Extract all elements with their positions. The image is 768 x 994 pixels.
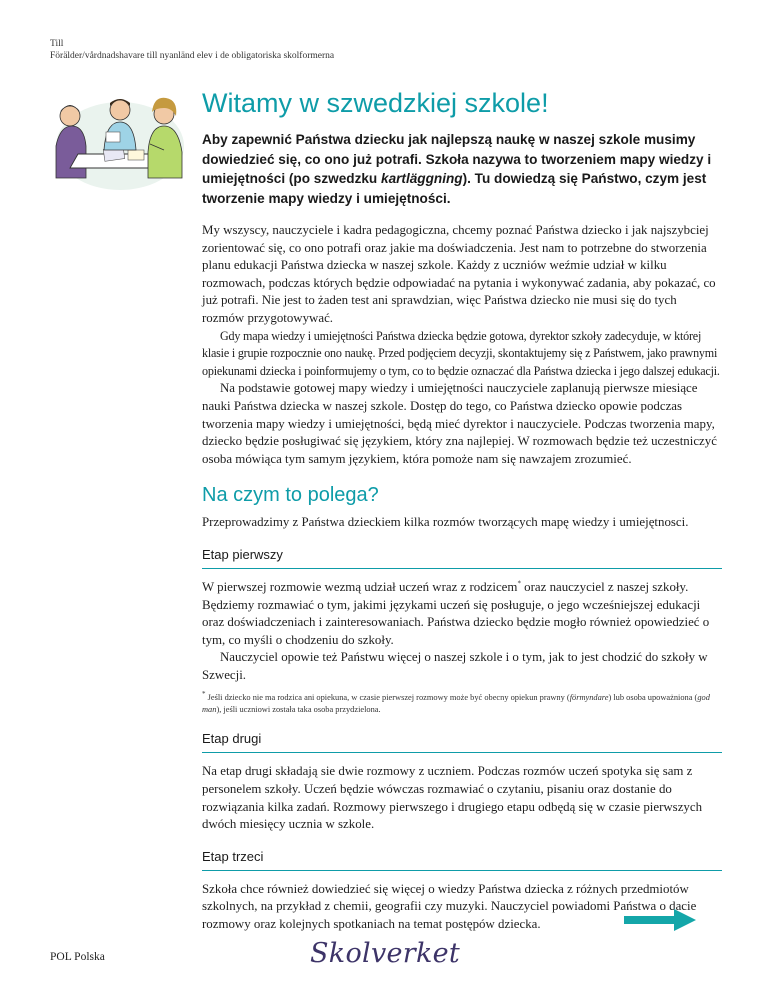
footnote-term-trustee: god man	[202, 693, 710, 715]
next-page-arrow-icon[interactable]	[624, 907, 696, 933]
header-recipient: Till	[50, 39, 64, 49]
stage1-heading: Etap pierwszy	[202, 546, 722, 569]
header-audience: Förälder/vårdnadshavare till nyanländ elev i de obligatoriska skolformerna	[50, 51, 335, 61]
intro-paragraph-3: Na podstawie gotowej mapy wiedzy i umiejętności nauczyciele zaplanują pierwsze miesiące nauki Państwa dziecka w naszej szkole. Dostęp do tego, co Państwa dziecko opowie podczas tworzenia mapy wiedzy i umiejętności, będą mieć dyrektor i nauczyciele. Podczas tworzenia mapy, dziecko będzie posługiwać się językiem, który zna najlepiej. W rozmowach będzie też uczestniczyć osoba mówiąca tym samym językiem, która pomoże nam się nawzajem zrozumieć.	[202, 381, 717, 466]
stage1-text-start: W pierwszej rozmowie wezmą udział uczeń wraz z rodzicem	[202, 579, 518, 594]
skolverket-logo: Skolverket	[310, 938, 461, 969]
people-meeting-illustration	[48, 88, 188, 200]
intro-body	[202, 222, 722, 468]
footnote-marker: *	[517, 579, 521, 588]
main-content	[202, 86, 722, 934]
language-code: POL Polska	[50, 951, 105, 963]
stage3-paragraph: Szkoła chce również dowiedzieć się więcej o wiedzy Państwa dziecka z różnych przedmiotów szkolnych, na przykład z chemii, geografii czy muzyki. Nauczyciel powiadomi Państwa o dacie rozmowy oraz kolejnych spotkaniach na temat postępów dziecka.	[202, 881, 697, 932]
lead-swedish-term: kartläggning	[381, 171, 463, 186]
intro-paragraph-2: Gdy mapa wiedzy i umiejętności Państwa dziecka będzie gotowa, dyrektor szkoły zadecyduje, w której klasie i grupie rozpocznie ono naukę. Przed podjęciem decyzji, skontaktujemy się z Państwem, jako prawnymi opiekunami dziecka i poinformujemy o tym, co to będzie oznaczać dla Państwa dziecka i jego dalszej edukacji.	[202, 328, 720, 378]
footnote	[202, 692, 722, 716]
page-title: Witamy w szwedzkiej szkole!	[202, 88, 549, 118]
stage2-paragraph: Na etap drugi składają sie dwie rozmowy z uczniem. Podczas rozmów uczeń spotyka się sam z personelem szkoły. Uczeń będzie wówczas rozmawiać o czytaniu, pisaniu oraz dostanie do rozwiązania kilka zadań. Rozmowy pierwszego i drugiego etapu odbędą się w czasie pierwszych dwóch miesięcy ucznia w szkole.	[202, 764, 703, 832]
stage1-paragraph-2: Nauczyciel opowie też Państwu więcej o naszej szkole i o tym, jak to jest chodzić do szkoły w Szwecji.	[202, 650, 708, 682]
footnote-text-middle: ) lub osoba upoważniona (	[608, 693, 698, 703]
intro-paragraph-1: My wszyscy, nauczyciele i kadra pedagogiczna, chcemy poznać Państwa dziecko i jak najszybciej zorientować się, co ono potrafi oraz jakie ma doświadczenia. Jest nam to potrzebne do stworzenia planu edukacji Państwa dziecka w naszej szkole. Każdy z uczniów weźmie udział w kilku rozmowach, podczas których będzie odpowiadać na pytania i wykonywać zadania, aby pokazać, co już potrafi. Nie jest to żaden test ani sprawdzian, więc Państwa dziecko nie musi się do tych rozmów przygotowywać.	[202, 223, 716, 325]
document-header	[50, 38, 334, 62]
footnote-marker-ref: *	[202, 690, 206, 699]
footnote-term-guardian: förmyndare	[569, 693, 609, 703]
lead-text-end: ). Tu dowiedzą się Państwo, czym jest tworzenie mapy wiedzy i umiejętności.	[202, 171, 707, 206]
lead-text-start: Aby zapewnić Państwa dziecku jak najlepszą naukę w naszej szkole musimy dowiedzieć się, co ono już potrafi. Szkoła nazywa to tworzeniem mapy wiedzy i umiejętności (po szwedzku	[202, 132, 712, 186]
section-intro: Przeprowadzimy z Państwa dzieckiem kilka rozmów tworzących mapę wiedzy i umiejętnosci.	[202, 515, 689, 530]
footnote-text-start: Jeśli dziecko nie ma rodzica ani opiekuna, w czasie pierwszej rozmowy może być obecny opiekun prawny (	[205, 693, 570, 703]
section-heading: Na czym to polega?	[202, 484, 379, 507]
stage1-text-end: oraz nauczyciel z naszej szkoły. Będziemy rozmawiać o tym, jakimi językami uczeń się posługuje, o jego wcześniejszej edukacji oraz doświadczeniach i zainteresowaniach. Państwa dziecko będzie mogło również opowiedzieć o tym, co myśli o chodzeniu do szkoły.	[202, 579, 710, 647]
stage3-heading: Etap trzeci	[202, 848, 722, 871]
lead-paragraph	[202, 130, 722, 208]
stage1-body	[202, 579, 722, 717]
stage2-heading: Etap drugi	[202, 730, 722, 753]
footnote-text-end: ), jeśli uczniowi została taka osoba przydzielona.	[216, 705, 381, 715]
stage1-paragraph-1	[202, 579, 722, 649]
stage2-body	[202, 763, 722, 833]
